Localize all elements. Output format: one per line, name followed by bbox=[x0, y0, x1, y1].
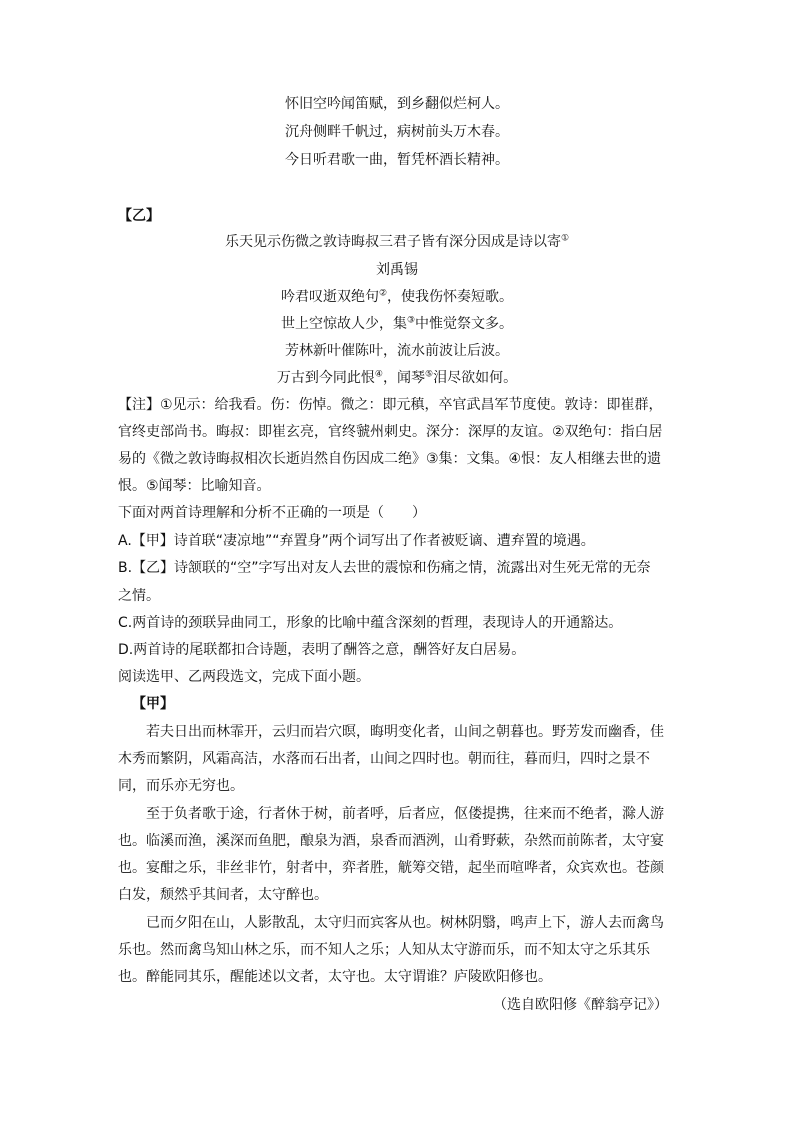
essay-line: 同，而乐亦无穷也。 bbox=[118, 778, 244, 794]
essay-line: 若夫日出而林霏开，云归而岩穴暝，晦明变化者，山间之朝暮也。野芳发而幽香，佳 bbox=[146, 724, 664, 740]
note-line: 【注】①见示：给我看。伤：伤悼。微之：即元稹，卒官武昌军节度使。敦诗：即崔群， bbox=[118, 397, 663, 413]
essay-line: 至于负者歌于途，行者休于树，前者呼，后者应，伛偻提携，往来而不绝者，滁人游 bbox=[146, 806, 664, 822]
footnote-mark: ④ bbox=[374, 369, 383, 380]
reading-instruction: 阅读选甲、乙两段选文，完成下面小题。 bbox=[118, 669, 370, 685]
note-line: 易的《微之敦诗晦叔相次长逝岿然自伤因成二绝》③集：文集。④恨：友人相继去世的遗 bbox=[118, 451, 662, 467]
poem-line-text: ，使我伤怀奏短歌。 bbox=[387, 289, 514, 305]
poem-line-text: 芳林新叶催陈叶，流水前波让后波。 bbox=[285, 343, 509, 359]
footnote-mark: ② bbox=[378, 288, 388, 299]
question-stem: 下面对两首诗理解和分析不正确的一项是（ ） bbox=[118, 505, 426, 521]
poem-line-text: 吟君叹逝双绝句 bbox=[280, 289, 379, 305]
poem-line bbox=[0, 368, 794, 388]
poem-title bbox=[0, 232, 794, 252]
poem-line-text: ，闻琴 bbox=[383, 370, 425, 386]
essay-line: 木秀而繁阴，风霜高洁，水落而石出者，山间之四时也。朝而往，暮而归，四时之景不 bbox=[118, 751, 650, 767]
poem-line: 沉舟侧畔千帆过，病树前头万木春。 bbox=[285, 124, 509, 140]
section-marker-jia: 【甲】 bbox=[132, 696, 174, 712]
footnote-mark: ⑤ bbox=[425, 369, 434, 380]
note-line: 官终吏部尚书。晦叔：即崔玄亮，官终虢州刺史。深分：深厚的友谊。②双绝句：指白居 bbox=[118, 424, 663, 440]
poem-line bbox=[0, 287, 794, 307]
poem-line-text: 万古到今同此恨 bbox=[276, 370, 375, 386]
option-a: A.【甲】诗首联“凄凉地”“弃置身”两个词写出了作者被贬谪、遭弃置的境遇。 bbox=[118, 533, 595, 549]
poem-line-text: 泪尽欲如何。 bbox=[433, 370, 518, 386]
footnote-mark: ① bbox=[560, 233, 570, 244]
essay-line: 也。宴酣之乐，非丝非竹，射者中，弈者胜，觥筹交错，起坐而喧哗者，众宾欢也。苍颜 bbox=[118, 860, 664, 876]
source-citation: （选自欧阳修《醉翁亭记》） bbox=[493, 997, 668, 1013]
essay-line: 也。醉能同其乐，醒能述以文者，太守也。太守谓谁？庐陵欧阳修也。 bbox=[118, 969, 552, 985]
poem-line-text: 世上空惊故人少，集 bbox=[280, 316, 407, 332]
option-c: C.两首诗的颈联异曲同工，形象的比喻中蕴含深刻的哲理，表现诗人的开通豁达。 bbox=[118, 615, 623, 631]
poem-line bbox=[0, 314, 794, 334]
footnote-mark: ③ bbox=[406, 315, 416, 326]
poem-author: 刘禹锡 bbox=[376, 262, 418, 278]
essay-line: 乐也。然而禽鸟知山林之乐，而不知人之乐；人知从太守游而乐，而不知太守之乐其乐 bbox=[118, 942, 650, 958]
poem-line-text: 中惟觉祭文多。 bbox=[415, 316, 514, 332]
option-b: B.【乙】诗颔联的“空”字写出对友人去世的震惊和伤痛之情，流露出对生死无常的无奈 bbox=[118, 560, 651, 576]
poem-title-text: 乐天见示伤微之敦诗晦叔三君子皆有深分因成是诗以寄 bbox=[224, 234, 561, 250]
section-marker-yi: 【乙】 bbox=[118, 208, 160, 224]
essay-line: 也。临溪而渔，溪深而鱼肥，酿泉为酒，泉香而酒洌，山肴野蔌，杂然而前陈者，太守宴 bbox=[118, 833, 664, 849]
poem-line bbox=[0, 341, 794, 361]
option-b-cont: 之情。 bbox=[118, 588, 160, 604]
essay-line: 已而夕阳在山，人影散乱，太守归而宾客从也。树林阴翳，鸣声上下，游人去而禽鸟 bbox=[146, 915, 664, 931]
option-d: D.两首诗的尾联都扣合诗题，表明了酬答之意，酬答好友白居易。 bbox=[118, 642, 526, 658]
poem-line: 今日听君歌一曲，暂凭杯酒长精神。 bbox=[285, 152, 509, 168]
essay-line: 白发，颓然乎其间者，太守醉也。 bbox=[118, 887, 328, 903]
note-line: 恨。⑤闻琴：比喻知音。 bbox=[118, 478, 271, 494]
poem-line: 怀旧空吟闻笛赋，到乡翻似烂柯人。 bbox=[285, 96, 509, 112]
